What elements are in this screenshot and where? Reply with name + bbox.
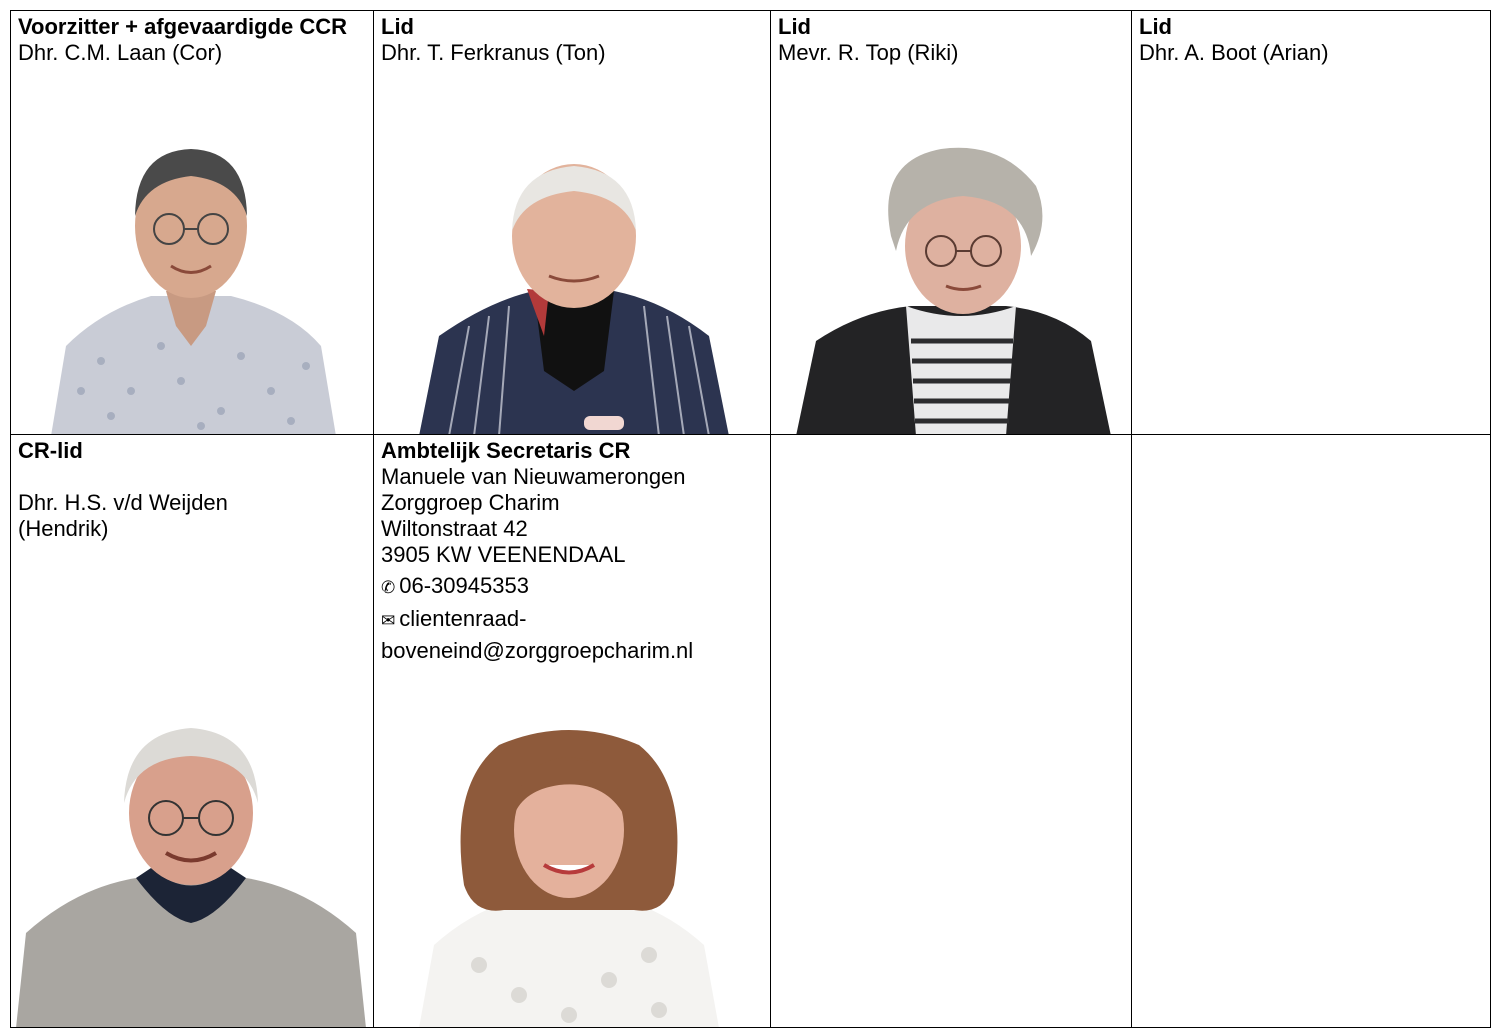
- member-role: Lid: [778, 14, 811, 39]
- member-name: Dhr. C.M. Laan (Cor): [18, 40, 223, 65]
- secretary-organization: Zorggroep Charim: [381, 490, 560, 515]
- member-cell-boot: [1132, 11, 1491, 435]
- members-table: [10, 10, 1491, 1028]
- secretary-phone-number: 06-30945353: [399, 573, 529, 598]
- member-photo: [41, 131, 341, 435]
- member-role: CR-lid: [18, 438, 83, 463]
- member-name: Dhr. A. Boot (Arian): [1139, 40, 1329, 65]
- member-cell-ferkranus: [374, 11, 771, 435]
- member-role: Lid: [381, 14, 414, 39]
- member-cell-top: [771, 11, 1132, 435]
- secretary-role: Ambtelijk Secretaris CR: [381, 438, 631, 463]
- empty-cell: [771, 435, 1132, 1028]
- secretary-city: 3905 KW VEENENDAAL: [381, 542, 626, 567]
- secretary-email[interactable]: [381, 606, 766, 634]
- secretary-email-part1[interactable]: clientenraad-: [399, 606, 527, 631]
- member-name: Mevr. R. Top (Riki): [778, 40, 959, 65]
- phone-icon: ✆: [381, 578, 396, 598]
- member-role: Voorzitter + afgevaardigde CCR: [18, 14, 348, 39]
- member-photo: [16, 718, 366, 1028]
- member-name: Dhr. H.S. v/d Weijden (Hendrik): [18, 490, 228, 541]
- secretary-photo: [409, 725, 729, 1028]
- member-cell-weijden: [11, 435, 374, 1028]
- member-photo: [409, 161, 739, 435]
- secretary-cell: [374, 435, 771, 1028]
- envelope-icon: ✉: [381, 611, 396, 631]
- member-name: Dhr. T. Ferkranus (Ton): [381, 40, 606, 65]
- empty-cell: [1132, 435, 1491, 1028]
- member-role: Lid: [1139, 14, 1172, 39]
- secretary-name: Manuele van Nieuwamerongen: [381, 464, 686, 489]
- secretary-email-part2[interactable]: boveneind@zorggroepcharim.nl: [381, 638, 694, 663]
- member-cell-laan: [11, 11, 374, 435]
- secretary-street: Wiltonstraat 42: [381, 516, 528, 541]
- member-photo: [791, 141, 1121, 435]
- secretary-phone: [381, 573, 766, 601]
